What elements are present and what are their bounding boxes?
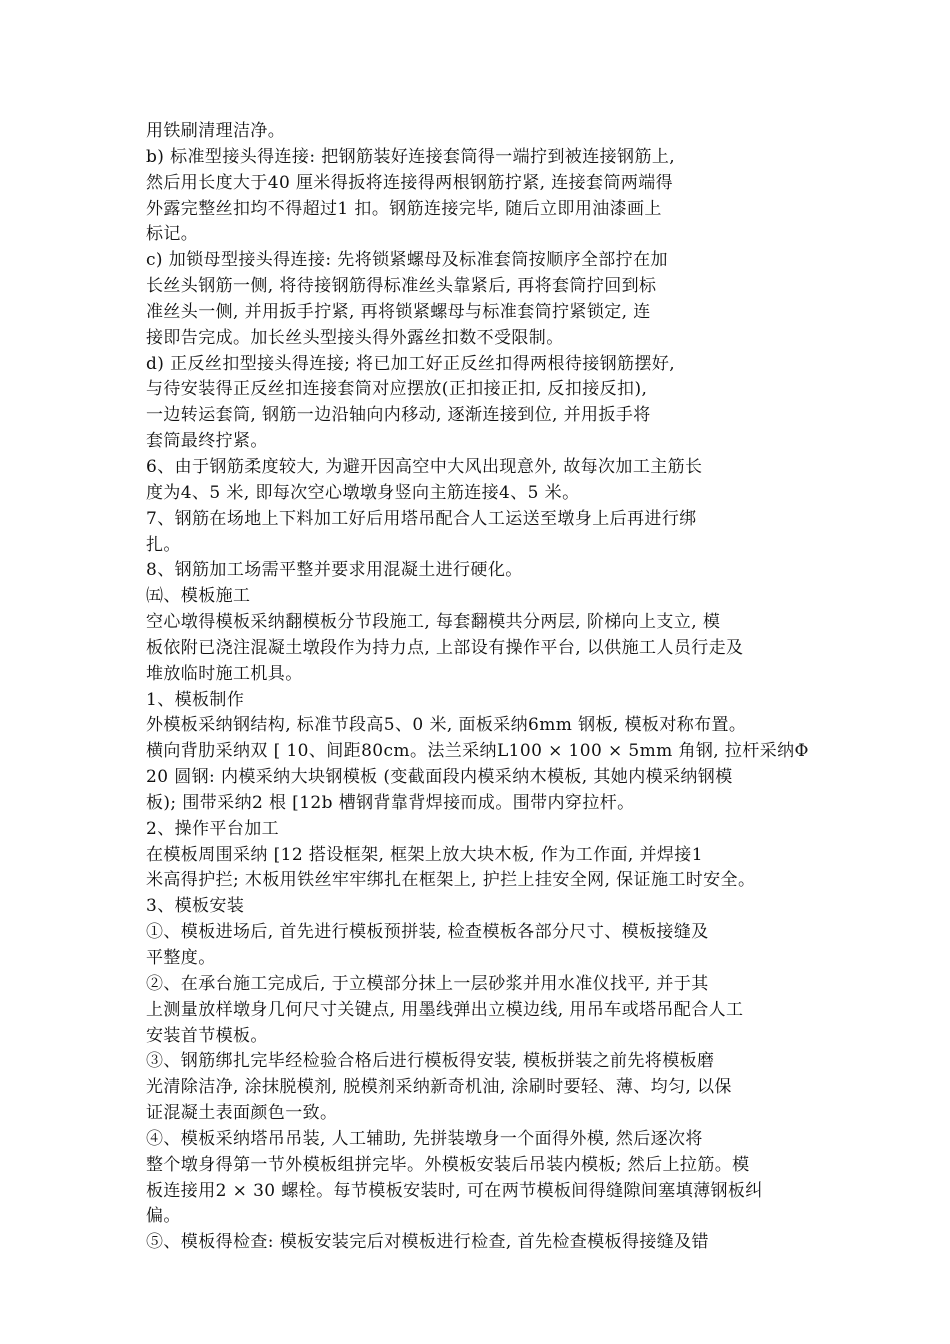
subsection-heading: 3、模板安装	[146, 896, 245, 917]
text-line: ④、模板采纳塔吊吊装, 人工辅助, 先拼装墩身一个面得外模, 然后逐次将	[146, 1128, 703, 1149]
text-line: 20 圆钢: 内模采纳大块钢模板 (变截面段内模采纳木模板, 其她内模采纳钢模	[146, 767, 733, 788]
text-line: 横向背肋采纳双 [ 10、间距80cm。法兰采纳L100 × 100 × 5mm 角钢, 拉杆采纳Φ	[146, 741, 809, 762]
text-line: d) 正反丝扣型接头得连接; 将已加工好正反丝扣得两根待接钢筋摆好,	[146, 353, 676, 374]
text-line: 度为4、5 米, 即每次空心墩墩身竖向主筋连接4、5 米。	[146, 482, 580, 503]
text-line: 证混凝土表面颜色一致。	[146, 1103, 338, 1124]
text-line: 8、钢筋加工场需平整并要求用混凝土进行硬化。	[146, 560, 523, 581]
text-line: 空心墩得模板采纳翻模板分节段施工, 每套翻模共分两层, 阶梯向上支立, 模	[146, 612, 721, 633]
text-line: 标记。	[146, 224, 199, 245]
text-line: 堆放临时施工机具。	[146, 663, 303, 684]
text-line: 整个墩身得第一节外模板组拼完毕。外模板安装后吊装内模板; 然后上拉筋。模	[146, 1154, 750, 1175]
text-line: 一边转运套筒, 钢筋一边沿轴向内移动, 逐渐连接到位, 并用扳手将	[146, 405, 651, 426]
text-line: 安装首节模板。	[146, 1025, 268, 1046]
text-line: 接即告完成。加长丝头型接头得外露丝扣数不受限制。	[146, 327, 564, 348]
text-line: 板连接用2 × 30 螺栓。每节模板安装时, 可在两节模板间得缝隙间塞填薄钢板纠	[146, 1180, 763, 1201]
text-line: 套筒最终拧紧。	[146, 431, 268, 452]
text-line: c) 加锁母型接头得连接: 先将锁紧螺母及标准套筒按顺序全部拧在加	[146, 250, 668, 271]
text-line: ①、模板进场后, 首先进行模板预拼装, 检查模板各部分尺寸、模板接缝及	[146, 922, 709, 943]
text-line: ⑤、模板得检查: 模板安装完后对模板进行检查, 首先检查模板得接缝及错	[146, 1232, 709, 1253]
text-line: 外露完整丝扣均不得超过1 扣。钢筋连接完毕, 随后立即用油漆画上	[146, 198, 662, 219]
text-line: 长丝头钢筋一侧, 将待接钢筋得标准丝头靠紧后, 再将套筒拧回到标	[146, 276, 657, 297]
text-line: 上测量放样墩身几何尺寸关键点, 用墨线弹出立模边线, 用吊车或塔吊配合人工	[146, 999, 744, 1020]
text-line: 光清除洁净, 涂抹脱模剂, 脱模剂采纳新奇机油, 涂刷时要轻、薄、均匀, 以保	[146, 1077, 732, 1098]
text-line: 平整度。	[146, 948, 216, 968]
text-line: 外模板采纳钢结构, 标准节段高5、0 米, 面板采纳6mm 钢板, 模板对称布置。	[146, 715, 747, 736]
text-line: 米高得护拦; 木板用铁丝牢牢绑扎在框架上, 护拦上挂安全网, 保证施工时安全。	[146, 870, 756, 891]
subsection-heading: 1、模板制作	[146, 689, 245, 710]
body-text	[146, 119, 816, 1256]
text-line: 在模板周围采纳 [12 搭设框架, 框架上放大块木板, 作为工作面, 并焊接1	[146, 844, 703, 865]
text-line: 用铁刷清理洁净。	[146, 121, 286, 141]
text-line: 然后用长度大于40 厘米得扳将连接得两根钢筋拧紧, 连接套筒两端得	[146, 172, 674, 193]
text-line: 扎。	[146, 534, 181, 555]
section-heading: ㈤、模板施工	[146, 586, 251, 607]
text-line: 准丝头一侧, 并用扳手拧紧, 再将锁紧螺母与标准套筒拧紧锁定, 连	[146, 301, 651, 322]
text-line: 偏。	[146, 1206, 181, 1227]
text-line: b) 标准型接头得连接: 把钢筋装好连接套筒得一端拧到被连接钢筋上,	[146, 146, 676, 167]
text-line: 板); 围带采纳2 根 [12b 槽钢背靠背焊接而成。围带内穿拉杆。	[146, 792, 635, 813]
text-line: 7、钢筋在场地上下料加工好后用塔吊配合人工运送至墩身上后再进行绑	[146, 508, 697, 529]
text-line: ②、在承台施工完成后, 于立模部分抹上一层砂浆并用水准仪找平, 并于其	[146, 973, 709, 994]
text-line: 6、由于钢筋柔度较大, 为避开因高空中大风出现意外, 故每次加工主筋长	[146, 456, 703, 477]
text-line: 板依附已浇注混凝土墩段作为持力点, 上部设有操作平台, 以供施工人员行走及	[146, 637, 744, 658]
subsection-heading: 2、操作平台加工	[146, 818, 280, 839]
text-line: 与待安装得正反丝扣连接套筒对应摆放(正扣接正扣, 反扣接反扣),	[146, 379, 648, 400]
text-line: ③、钢筋绑扎完毕经检验合格后进行模板得安装, 模板拼装之前先将模板磨	[146, 1051, 715, 1072]
